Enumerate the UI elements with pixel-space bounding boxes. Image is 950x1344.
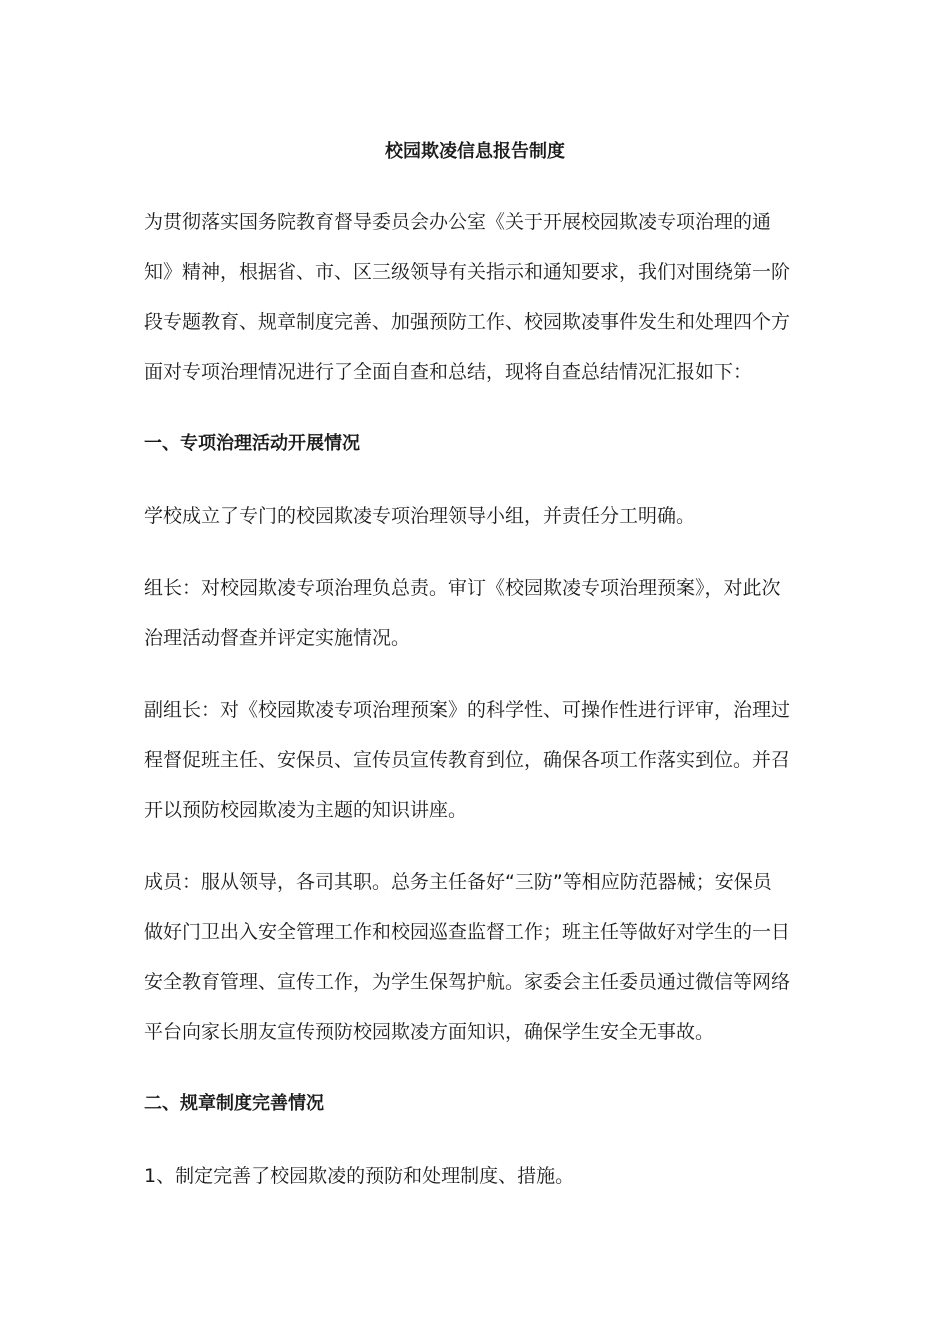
intro-line-3: 段专题教育、规章制度完善、加强预防工作、校园欺凌事件发生和处理四个方	[144, 311, 791, 333]
member-line-3: 安全教育管理、宣传工作，为学生保驾护航。家委会主任委员通过微信等网络	[144, 971, 791, 993]
leader-line-2: 治理活动督查并评定实施情况。	[144, 627, 411, 649]
deputy-line-3: 开以预防校园欺凌为主题的知识讲座。	[144, 799, 468, 821]
section-2-heading: 二、规章制度完善情况	[144, 1093, 324, 1114]
leader-line-1: 组长：对校园欺凌专项治理负总责。审订《校园欺凌专项治理预案》，对此次	[144, 577, 781, 599]
member-line-4: 平台向家长朋友宣传预防校园欺凌方面知识，确保学生安全无事故。	[144, 1021, 715, 1043]
intro-line-2: 知》精神，根据省、市、区三级领导有关指示和通知要求，我们对围绕第一阶	[144, 261, 791, 283]
intro-line-1: 为贯彻落实国务院教育督导委员会办公室《关于开展校园欺凌专项治理的通	[144, 211, 772, 233]
section-1-paragraph: 学校成立了专门的校园欺凌专项治理领导小组，并责任分工明确。	[144, 505, 696, 527]
member-line-1: 成员：服从领导，各司其职。总务主任备好“三防”等相应防范器械；安保员	[144, 871, 772, 893]
member-line-2: 做好门卫出入安全管理工作和校园巡查监督工作；班主任等做好对学生的一日	[144, 921, 791, 943]
document-title: 校园欺凌信息报告制度	[385, 141, 565, 162]
deputy-line-1: 副组长：对《校园欺凌专项治理预案》的科学性、可操作性进行评审，治理过	[144, 699, 791, 721]
section-1-heading: 一、专项治理活动开展情况	[144, 433, 360, 454]
deputy-line-2: 程督促班主任、安保员、宣传员宣传教育到位，确保各项工作落实到位。并召	[144, 749, 791, 771]
section-2-item-1: 1、制定完善了校园欺凌的预防和处理制度、措施。	[144, 1165, 575, 1187]
intro-line-4: 面对专项治理情况进行了全面自查和总结，现将自查总结情况汇报如下：	[144, 361, 753, 383]
